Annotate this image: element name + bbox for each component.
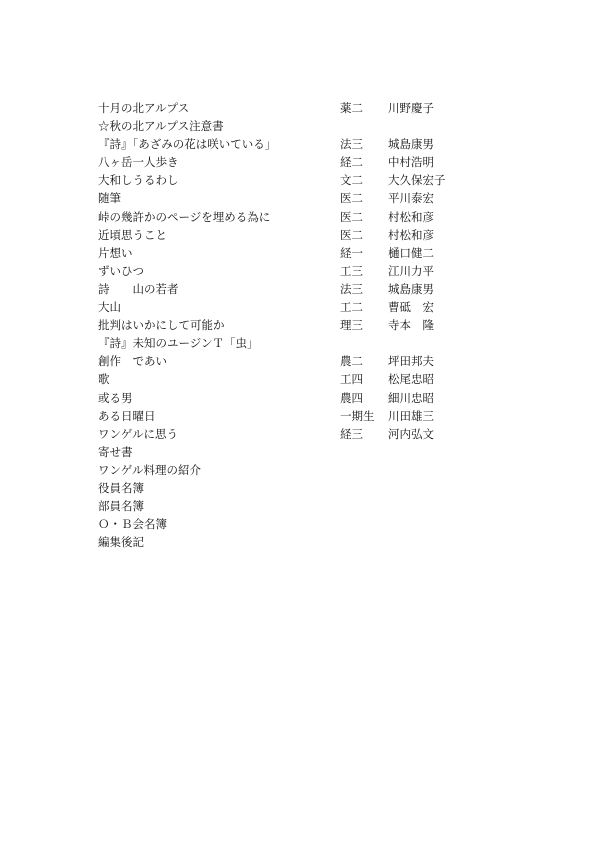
entry-title: 片想い [98, 245, 133, 260]
entry-title: ある日曜日 [98, 408, 156, 423]
entry-author: 川田雄三 [388, 408, 434, 423]
toc-entry [98, 533, 518, 551]
entry-title: 役員名簿 [98, 480, 144, 495]
entry-author: 村松和彦 [388, 209, 434, 224]
toc-entry [98, 479, 518, 497]
entry-title: 峠の幾許かのページを埋める為に [98, 209, 271, 224]
entry-author: 樋口健二 [388, 245, 434, 260]
toc-entry [98, 226, 518, 244]
entry-title: 寄せ書 [98, 444, 133, 459]
entry-title: 近頃思うこと [98, 227, 167, 242]
toc-entry [98, 171, 518, 189]
entry-title: 大山 [98, 300, 121, 315]
entry-author: 平川泰宏 [388, 191, 434, 206]
entry-author: 中村浩明 [388, 155, 434, 170]
entry-title: ☆秋の北アルプス注意書 [98, 119, 224, 134]
entry-author: 川野慶子 [388, 101, 434, 115]
toc-entry [98, 117, 518, 135]
entry-title: 編集後記 [98, 535, 144, 550]
entry-department: 経三 [340, 426, 363, 441]
entry-author: 細川忠昭 [388, 390, 434, 405]
entry-title: 批判はいかにして可能か [98, 318, 225, 333]
toc-entry [98, 407, 518, 425]
entry-department: 薬二 [340, 101, 363, 115]
entry-author: 村松和彦 [388, 227, 434, 242]
entry-department: 医二 [340, 209, 363, 224]
toc-entry [98, 443, 518, 461]
entry-author: 江川力平 [388, 263, 434, 278]
toc-entry [98, 99, 518, 117]
toc-entry [98, 280, 518, 298]
entry-department: 工四 [340, 372, 363, 387]
entry-title: Ｏ・Ｂ会名簿 [98, 517, 167, 532]
toc-entry [98, 334, 518, 352]
entry-author: 坪田邦夫 [388, 354, 434, 369]
entry-title: 大和しうるわし [98, 173, 179, 188]
entry-title: ワンゲル料理の紹介 [98, 462, 202, 477]
entry-department: 農二 [340, 354, 363, 369]
toc-entry [98, 244, 518, 262]
entry-title: 『詩』「あざみの花は咲いている」 [98, 137, 277, 152]
entry-author: 大久保宏子 [388, 173, 446, 188]
entry-author: 河内弘文 [388, 426, 434, 441]
toc-entry [98, 461, 518, 479]
entry-department: 工三 [340, 263, 363, 278]
toc-entry [98, 497, 518, 515]
entry-department: 一期生 [340, 408, 375, 423]
toc-entry [98, 389, 518, 407]
entry-title: ずいひつ [98, 263, 144, 278]
entry-department: 医二 [340, 191, 363, 206]
entry-title: 歌 [98, 372, 110, 387]
entry-department: 経一 [340, 245, 363, 260]
entry-title: ワンゲルに思う [98, 426, 179, 441]
toc-entry [98, 135, 518, 153]
entry-author: 松尾忠昭 [388, 372, 434, 387]
toc-entry [98, 425, 518, 443]
entry-department: 法三 [340, 281, 363, 296]
entry-title: 部員名簿 [98, 499, 144, 514]
entry-author: 曹砥 宏 [388, 300, 434, 315]
toc-entry [98, 370, 518, 388]
toc-entry [98, 189, 518, 207]
table-of-contents [98, 99, 518, 551]
toc-entry [98, 316, 518, 334]
entry-title: 八ヶ岳一人歩き [98, 155, 179, 170]
entry-department: 法三 [340, 137, 363, 152]
entry-title: 或る男 [98, 390, 133, 405]
entry-department: 医二 [340, 227, 363, 242]
toc-entry [98, 352, 518, 370]
entry-author: 城島康男 [388, 137, 434, 152]
toc-entry [98, 153, 518, 171]
toc-entry [98, 208, 518, 226]
entry-department: 農四 [340, 390, 363, 405]
toc-entry [98, 515, 518, 533]
entry-department: 経二 [340, 155, 363, 170]
entry-author: 城島康男 [388, 281, 434, 296]
entry-title: 創作 であい [98, 354, 167, 369]
entry-title: 随筆 [98, 191, 121, 206]
toc-entry [98, 298, 518, 316]
entry-department: 文二 [340, 173, 363, 188]
entry-department: 工二 [340, 300, 363, 315]
entry-title: 詩 山の若者 [98, 281, 179, 296]
entry-title: 『詩』未知のユージンＴ「虫」 [98, 336, 259, 351]
toc-entry [98, 262, 518, 280]
entry-title: 十月の北アルプス [98, 101, 190, 115]
entry-department: 理三 [340, 318, 363, 333]
entry-author: 寺本 隆 [388, 318, 434, 333]
